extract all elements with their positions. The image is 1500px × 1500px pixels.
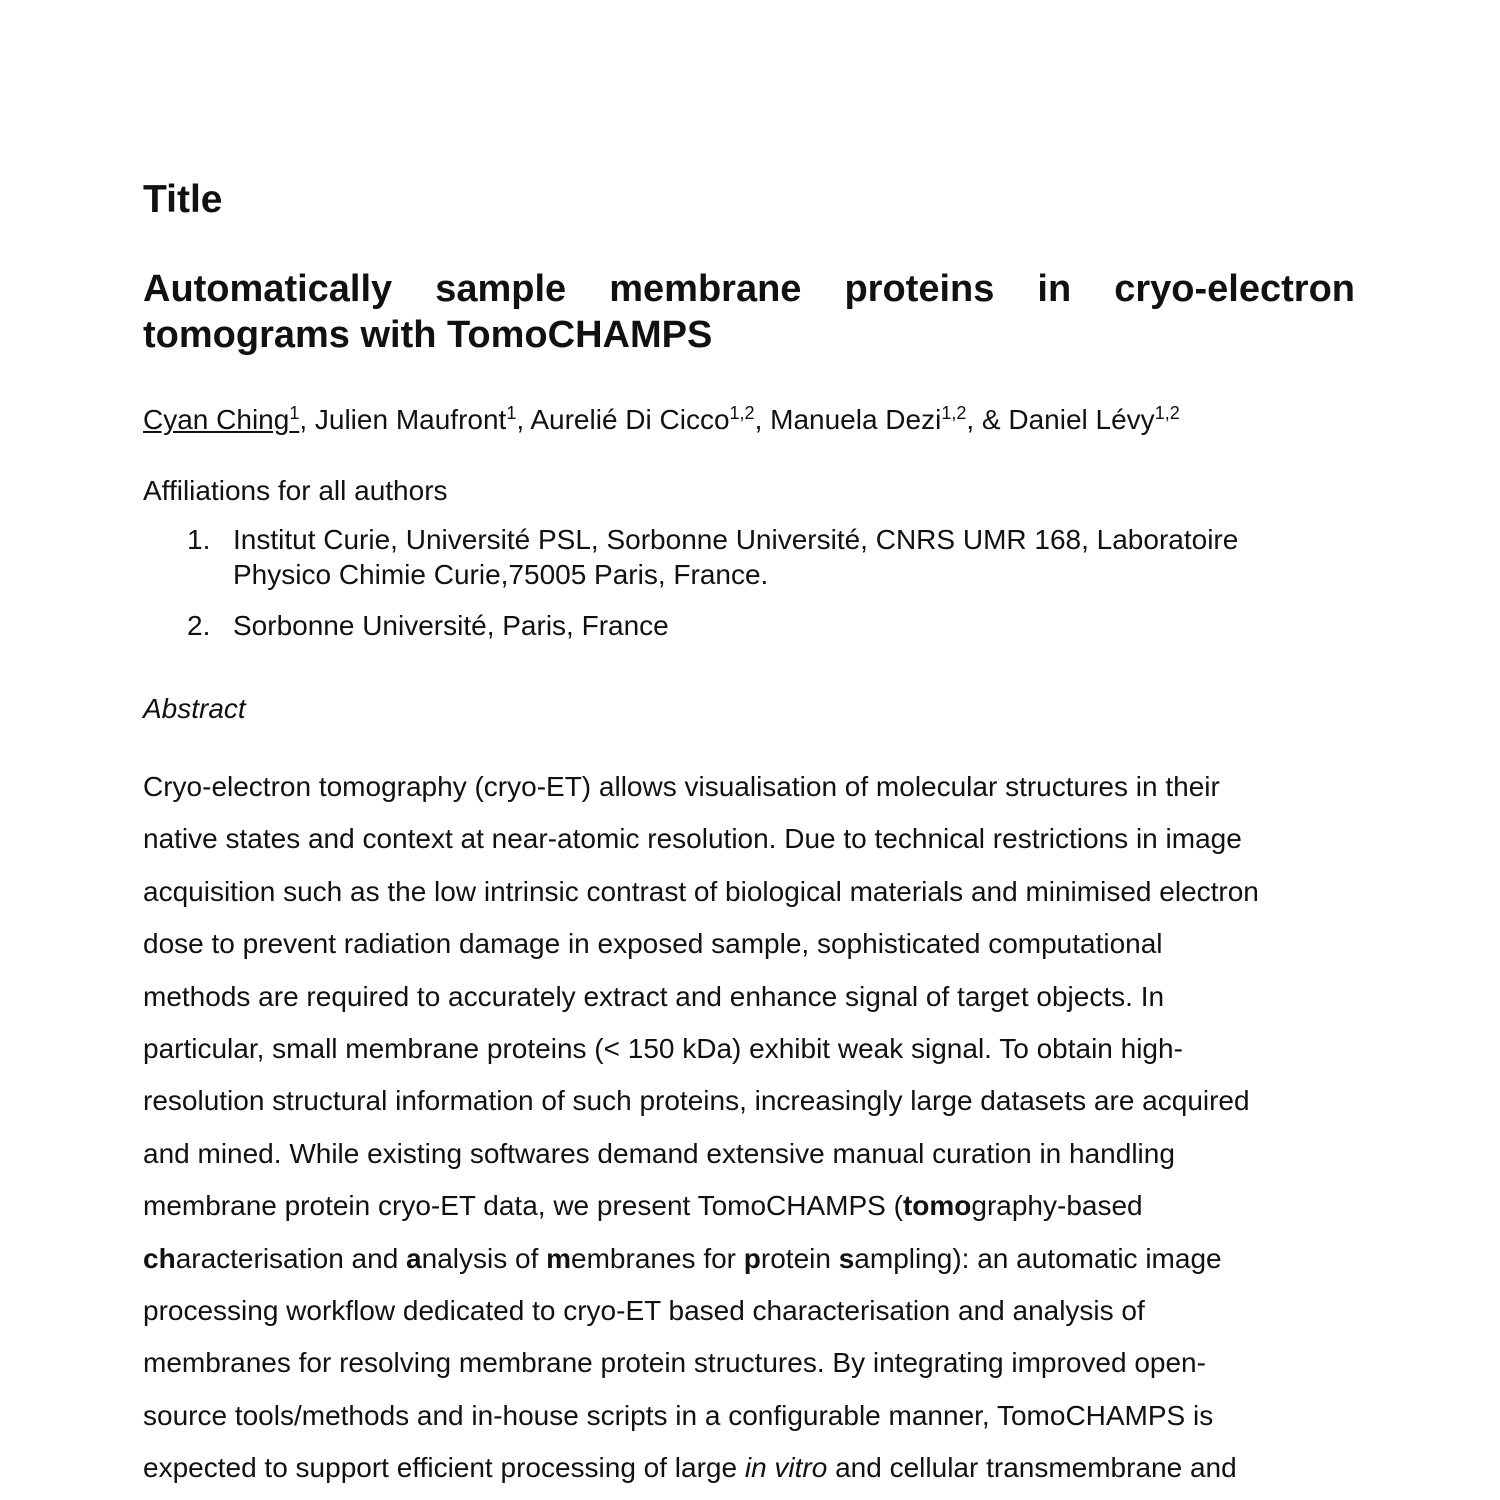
abstract-line: [143, 1442, 1259, 1494]
author-name: Aurelié Di Cicco: [530, 404, 730, 435]
abstract-line: [143, 971, 1259, 1023]
text-segment: tomo: [902, 1190, 972, 1222]
author-affiliation-mark: 1,2: [729, 403, 755, 423]
abstract-body: [143, 761, 1259, 1495]
abstract-line: [143, 813, 1259, 865]
abstract-line: [143, 866, 1259, 918]
author-name: Manuela Dezi: [770, 404, 942, 435]
text-segment: ampling): an automatic image: [854, 1242, 1222, 1274]
text-segment: source tools/methods and in-house scripts in a configurable manner, TomoCHAMPS is: [143, 1399, 1214, 1431]
text-segment: rotein: [760, 1242, 839, 1274]
section-label: Title: [143, 178, 223, 221]
corresponding-author: [143, 404, 299, 435]
text-segment: and mined. While existing softwares demand extensive manual curation in handling: [143, 1137, 1175, 1169]
text-segment: and cellular transmembrane and: [827, 1452, 1237, 1484]
text-segment: embranes for: [571, 1242, 744, 1274]
text-segment: Cryo-electron tomography (cryo-ET) allows visualisation of molecular structures in their: [143, 771, 1220, 802]
author-separator: , &: [966, 404, 1009, 435]
author-list: [143, 404, 1180, 436]
abstract-line: [143, 1075, 1259, 1127]
author-affiliation-mark: 1: [289, 403, 300, 423]
text-segment: nalysis of: [421, 1242, 547, 1274]
text-segment: m: [546, 1242, 572, 1274]
affiliation-number: 2.: [187, 610, 211, 641]
affiliation-item: [187, 608, 1333, 643]
author-name: Cyan Ching: [143, 404, 290, 435]
abstract-line: [143, 1390, 1259, 1442]
text-segment: expected to support efficient processing of large: [143, 1452, 745, 1484]
abstract-line: [143, 1128, 1259, 1180]
author-name: Daniel Lévy: [1008, 404, 1155, 435]
author-separator: ,: [516, 404, 531, 435]
abstract-line: [143, 761, 1259, 813]
author-separator: ,: [754, 404, 771, 435]
text-segment: a: [406, 1242, 422, 1274]
text-segment: methods are required to accurately extract and enhance signal of target objects. In: [143, 980, 1165, 1012]
text-segment: in vitro: [744, 1452, 828, 1484]
text-segment: native states and context at near-atomic resolution. Due to technical restrictions in image: [143, 823, 1242, 855]
affiliation-number: 1.: [187, 524, 211, 555]
author-affiliation-mark: 1,2: [941, 403, 967, 423]
abstract-label: Abstract: [143, 693, 246, 724]
text-segment: aracterisation and: [175, 1242, 407, 1274]
text-segment: acquisition such as the low intrinsic contrast of biological materials and minimised electron: [143, 875, 1259, 907]
affiliation-text: Sorbonne Université, Paris, France: [233, 610, 669, 641]
text-segment: membrane protein cryo-ET data, we present TomoCHAMPS (: [143, 1190, 903, 1222]
text-segment: dose to prevent radiation damage in exposed sample, sophisticated computational: [143, 928, 1163, 960]
affiliations-label: Affiliations for all authors: [143, 475, 448, 506]
affiliation-text: Institut Curie, Université PSL, Sorbonne Université, CNRS UMR 168, Laboratoire Physico Chimie Curie,75005 Paris, France.: [233, 524, 1239, 590]
abstract-line: [143, 1285, 1259, 1337]
text-segment: resolution structural information of such proteins, increasingly large datasets are acquired: [143, 1085, 1250, 1117]
abstract-line: [143, 1180, 1259, 1232]
text-segment: graphy-based: [971, 1190, 1143, 1222]
affiliation-item: [187, 522, 1333, 592]
text-segment: p: [743, 1242, 761, 1274]
author-affiliation-mark: 1: [506, 403, 517, 423]
author-name: Julien Maufront: [314, 404, 507, 435]
author-separator: ,: [299, 404, 315, 435]
author-affiliation-mark: 1,2: [1154, 403, 1180, 423]
text-segment: processing workflow dedicated to cryo-ET based characterisation and analysis of: [143, 1295, 1145, 1327]
abstract-line: [143, 1023, 1259, 1075]
abstract-line: [143, 1337, 1259, 1389]
text-segment: membranes for resolving membrane protein structures. By integrating improved open-: [143, 1347, 1206, 1379]
paper-title: Automatically sample membrane proteins in cryo-electron tomograms with TomoCHAMPS: [143, 268, 1355, 356]
text-segment: s: [838, 1242, 855, 1274]
text-segment: ch: [143, 1242, 176, 1274]
abstract-line: [143, 918, 1259, 970]
text-segment: particular, small membrane proteins (< 150 kDa) exhibit weak signal. To obtain high-: [143, 1033, 1183, 1065]
abstract-line: [143, 1233, 1259, 1285]
